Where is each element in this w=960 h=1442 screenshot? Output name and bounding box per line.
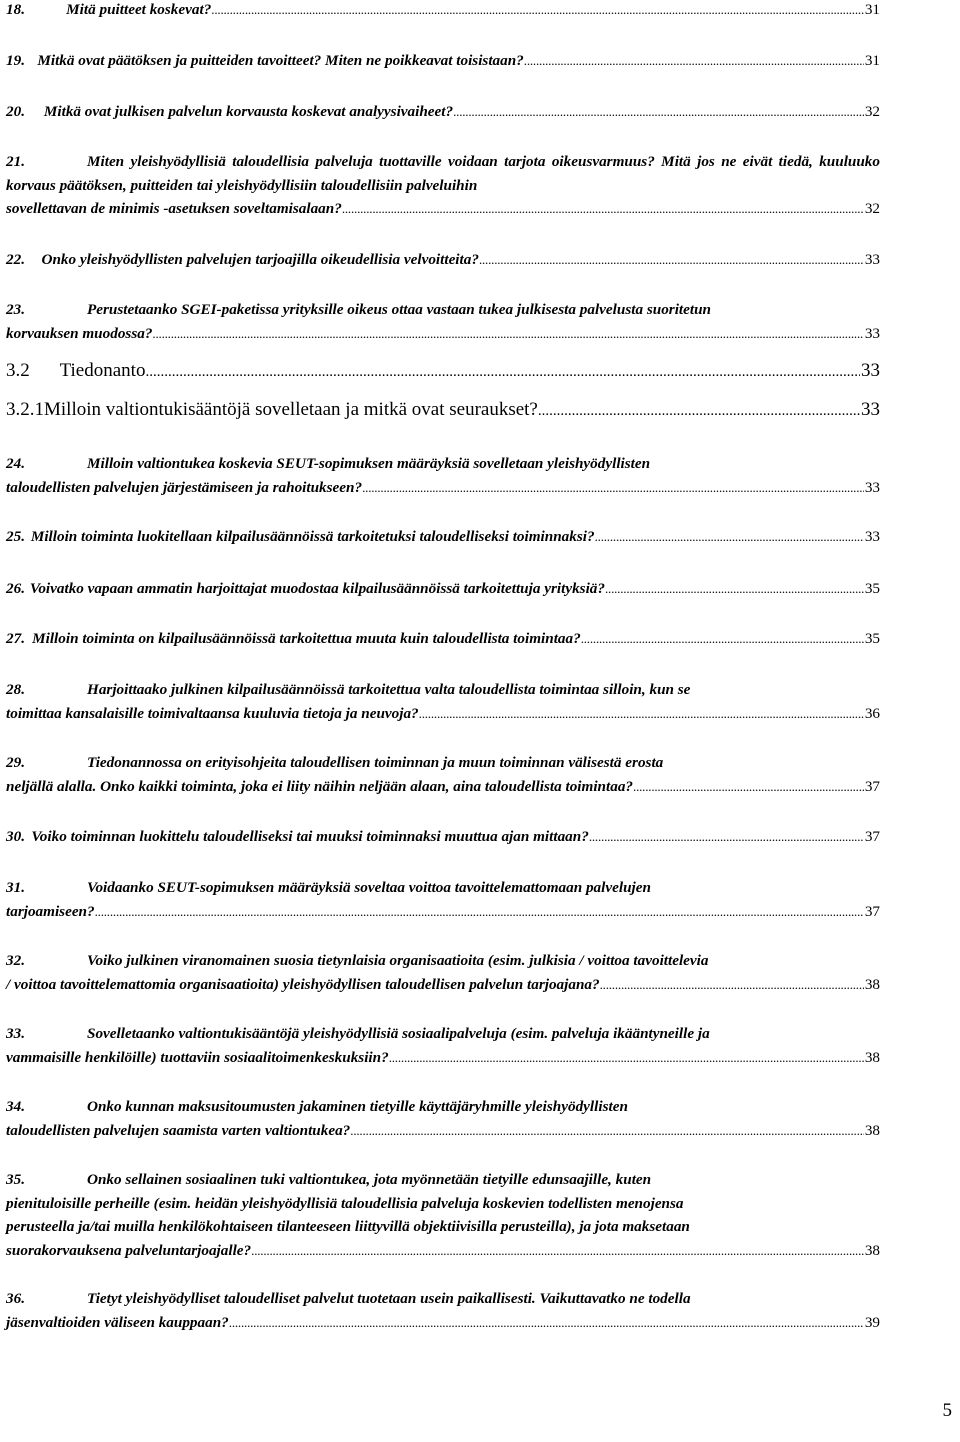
entry-title-line: perusteella ja/tai muilla henkilökohtaiseen tilanteeseen liittyvillä objektiivisilla perusteilla), ja jota maksetaan (6, 1218, 690, 1235)
entry-title-line: Voiko julkinen viranomainen suosia tietynlaisia organisaatioita (esim. julkisia / voittoa tavoittelevia (87, 952, 709, 969)
section-number: 3.2 (6, 360, 30, 381)
toc-entry-32[interactable] (6, 949, 880, 996)
entry-number: 24. (6, 455, 25, 472)
toc-entry-19[interactable] (6, 49, 880, 73)
entry-number: 32. (6, 952, 25, 969)
dot-leader (605, 577, 864, 601)
page-number: 5 (942, 1400, 952, 1421)
entry-page: 37 (864, 902, 880, 920)
toc-entry-22[interactable] (6, 248, 880, 272)
toc-section-3-2[interactable] (6, 360, 880, 383)
entry-page: 33 (864, 251, 880, 268)
entry-number: 34. (6, 1098, 25, 1115)
dot-leader (453, 100, 864, 124)
section-title: Tiedonanto (59, 360, 146, 381)
dot-leader (145, 361, 860, 383)
entry-title: Mitkä ovat päätöksen ja puitteiden tavoitteet? Miten ne poikkeavat toisistaan? (37, 52, 524, 69)
dot-leader (589, 825, 864, 849)
dot-leader (251, 1239, 864, 1263)
entry-title-last-line: taloudellisten palvelujen järjestämiseen ja rahoitukseen? (6, 478, 363, 496)
entry-number: 23. (6, 301, 25, 318)
entry-number: 30. (6, 828, 25, 845)
entry-page: 31 (864, 52, 880, 69)
section-page: 33 (861, 360, 880, 381)
entry-number: 27. (6, 630, 25, 647)
dot-leader (229, 1311, 864, 1335)
entry-number: 36. (6, 1290, 25, 1307)
entry-number: 35. (6, 1171, 25, 1188)
entry-title-line: Tiedonannossa on erityisohjeita taloudellisen toiminnan ja muun toiminnan välisestä erosta (87, 754, 664, 771)
entry-page: 33 (864, 478, 880, 496)
entry-title: Onko yleishyödyllisten palvelujen tarjoajilla oikeudellisia velvoitteita? (41, 251, 479, 268)
entry-number: 28. (6, 681, 25, 698)
entry-number: 21. (6, 153, 25, 170)
entry-page: 32 (864, 103, 880, 120)
entry-title-line: Harjoittaako julkinen kilpailusäännöissä tarkoitettua valta taloudellista toimintaa silloin, kun se (87, 681, 691, 698)
entry-number: 19. (6, 52, 25, 69)
section-title: Milloin valtiontukisääntöjä sovelletaan ja mitkä ovat seuraukset? (44, 399, 538, 420)
toc-entry-24[interactable] (6, 452, 880, 499)
entry-number: 31. (6, 879, 25, 896)
entry-page: 35 (864, 630, 880, 647)
entry-title-last-line: taloudellisten palvelujen saamista varten valtiontukea? (6, 1121, 351, 1139)
dot-leader (95, 900, 864, 924)
entry-title: Mitkä ovat julkisen palvelun korvausta koskevat analyysivaiheet? (43, 103, 454, 120)
entry-title-last-line: jäsenvaltioiden väliseen kauppaan? (6, 1313, 229, 1331)
dot-leader (581, 627, 864, 651)
entry-page: 33 (864, 528, 880, 545)
entry-title: Milloin toiminta luokitellaan kilpailusäännöissä tarkoitetuksi taloudelliseksi toiminnaksi? (30, 528, 595, 545)
entry-title-last-line: sovellettavan de minimis -asetuksen soveltamisalaan? (6, 200, 342, 217)
entry-page: 38 (864, 975, 880, 993)
entry-page: 32 (864, 200, 880, 217)
entry-page: 31 (864, 1, 880, 18)
dot-leader (524, 49, 864, 73)
toc-entry-33[interactable] (6, 1022, 880, 1069)
entry-title-last-line: tarjoamiseen? (6, 902, 95, 920)
entry-page: 39 (864, 1313, 880, 1331)
entry-number: 22. (6, 251, 25, 268)
entry-number: 25. (6, 528, 25, 545)
section-number: 3.2.1 (6, 399, 44, 420)
entry-page: 36 (864, 704, 880, 722)
entry-number: 18. (6, 1, 25, 18)
toc-entry-21[interactable] (6, 150, 880, 221)
entry-title-last-line: neljällä alalla. Onko kaikki toiminta, joka ei liity näihin neljään alaan, aina taloudellista toimintaa? (6, 777, 634, 795)
entry-title-last-line: toimittaa kansalaisille toimivaltaansa kuuluvia tietoja ja neuvoja? (6, 704, 419, 722)
toc-section-3-2-1[interactable] (6, 399, 880, 422)
entry-title-last-line: vammaisille henkilöille) tuottaviin sosiaalitoimenkeskuksiin? (6, 1048, 389, 1066)
entry-number: 20. (6, 103, 25, 120)
toc-entry-20[interactable] (6, 100, 880, 124)
entry-title-line: Onko kunnan maksusitoumusten jakaminen tietyille käyttäjäryhmille yleishyödyllisten (87, 1098, 628, 1115)
toc-entry-23[interactable] (6, 298, 880, 345)
entry-title: Milloin toiminta on kilpailusäännöissä tarkoitettua muuta kuin taloudellista toimintaa? (32, 630, 581, 647)
entry-page: 38 (864, 1121, 880, 1139)
entry-title-line: Tietyt yleishyödylliset taloudelliset palvelut tuotetaan usein paikallisesti. Vaikuttavatko ne todella (87, 1290, 691, 1307)
toc-entry-27[interactable] (6, 627, 880, 651)
entry-title-last-line: / voittoa tavoittelemattomia organisaatioita) yleishyödyllisen taloudellisen palvelun tarjoajana? (6, 975, 600, 993)
dot-leader (600, 973, 864, 997)
entry-title: Mitä puitteet koskevat? (66, 1, 212, 18)
toc-entry-28[interactable] (6, 678, 880, 725)
entry-page: 37 (864, 777, 880, 795)
toc-entry-35[interactable] (6, 1168, 880, 1262)
entry-number: 26. (6, 580, 25, 597)
dot-leader (633, 775, 864, 799)
entry-page: 35 (864, 580, 880, 597)
entry-title-last-line: korvauksen muodossa? (6, 324, 153, 342)
dot-leader (350, 1119, 864, 1143)
entry-page: 37 (864, 828, 880, 845)
dot-leader (362, 476, 864, 500)
dot-leader (389, 1046, 864, 1070)
entry-number: 29. (6, 754, 25, 771)
entry-title-line: Voidaanko SEUT-sopimuksen määräyksiä soveltaa voittoa tavoittelemattomaan palvelujen (87, 879, 651, 896)
toc-entry-18[interactable] (6, 0, 880, 22)
entry-title-line: Milloin valtiontukea koskevia SEUT-sopimuksen määräyksiä sovelletaan yleishyödyllisten (87, 455, 651, 472)
entry-title-line: Sovelletaanko valtiontukisääntöjä yleishyödyllisiä sosiaalipalveluja (esim. palveluja ikääntyneille ja (87, 1025, 710, 1042)
entry-page: 33 (864, 324, 880, 342)
entry-page: 38 (864, 1241, 880, 1259)
entry-number: 33. (6, 1025, 25, 1042)
entry-title-line: Onko sellainen sosiaalinen tuki valtiontukea, jota myönnetään tietyille edunsaajille, kuten (87, 1171, 652, 1188)
toc-entry-29[interactable] (6, 751, 880, 798)
section-page: 33 (861, 399, 880, 420)
toc-entry-36[interactable] (6, 1287, 880, 1334)
toc-entry-30[interactable] (6, 825, 880, 849)
entry-title-line: Perustetaanko SGEI-paketissa yrityksille oikeus ottaa vastaan tukea julkisesta palvelusta suoritetun (87, 301, 712, 318)
entry-title: Voiko toiminnan luokittelu taloudelliseksi tai muuksi toiminnaksi muuttua ajan mittaan? (31, 828, 589, 845)
toc-entry-25[interactable] (6, 525, 880, 549)
toc-entry-34[interactable] (6, 1095, 880, 1142)
dot-leader (342, 197, 864, 221)
toc-entry-26[interactable] (6, 577, 880, 601)
dot-leader (538, 400, 860, 422)
dot-leader (595, 525, 864, 549)
entry-title: Voivatko vapaan ammatin harjoittajat muodostaa kilpailusäännöissä tarkoitettuja yrityksiä? (29, 580, 605, 597)
dot-leader (479, 248, 864, 272)
entry-title-line: Miten yleishyödyllisiä taloudellisia palveluja tuottaville voidaan tarjota oikeusvarmuus? Mitä jos ne eivät tiedä, kuuluuko korvaus päätöksen, puitteiden tai yleishyödyllisiin taloudellisiin palveluihin (6, 153, 880, 194)
entry-title-last-line: suorakorvauksena palveluntarjoajalle? (6, 1241, 252, 1259)
entry-page: 38 (864, 1048, 880, 1066)
entry-title-line: pienituloisille perheille (esim. heidän yleishyödyllisiä taloudellisia palveluja koskevien todellisten menojensa (6, 1194, 684, 1212)
dot-leader (211, 0, 864, 22)
dot-leader (152, 322, 863, 346)
dot-leader (419, 702, 864, 726)
toc-entry-31[interactable] (6, 876, 880, 923)
